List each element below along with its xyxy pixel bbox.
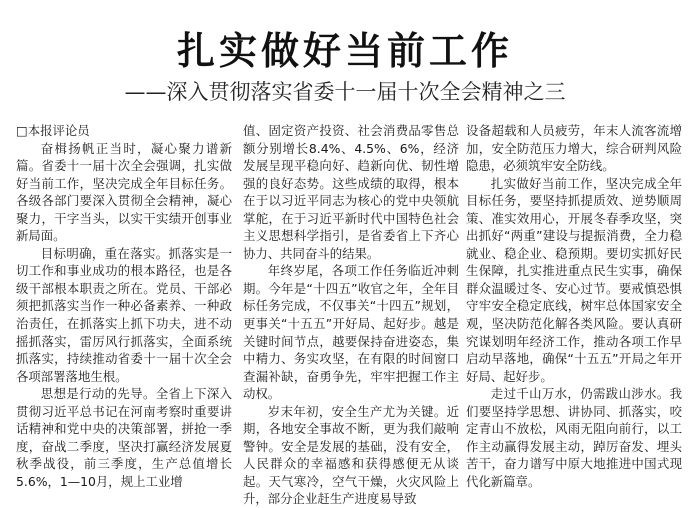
paragraph: 奋楫扬帆正当时，凝心聚力谱新篇。省委十一届十次全会强调，扎实做好当前工作，坚决完成全年目标任务。各级各部门要深入贯彻全会精神，凝心聚力，干字当头，以实干实绩开创事业新局面。	[16, 140, 232, 244]
subheadline: ——深入贯彻落实省委十一届十次全会精神之三	[124, 80, 566, 104]
text-column-2	[243, 122, 459, 507]
paragraph-continued: 值、固定资产投资、社会消费品零售总额分别增长8.4%、4.5%、6%，经济发展呈现平稳向好、趋新向优、韧性增强的良好态势。这些成绩的取得，根本在于以习近平同志为核心的党中央领航掌舵，在于习近平新时代中国特色社会主义思想科学指引，是省委省上下齐心协力、共同奋斗的结果。	[243, 123, 459, 261]
paragraph: 走过千山万水，仍需跋山涉水。我们要坚持学思想、讲协同、抓落实，咬定青山不放松，风雨无阻向前行，以工作主动赢得发展主动，踔厉奋发、埋头苦干，奋力谱写中原大地推进中国式现代化新篇章。	[466, 386, 682, 489]
paragraph: 扎实做好当前工作，坚决完成全年目标任务，要坚持抓提质效、逆势顺周策、准实效用心，开展冬春季攻坚，突出抓好“两重”建设与提振消费，全力稳就业、稳企业、稳预期。要切实抓好民生保障，扎实推进重点民生实事，确保群众温暖过冬、安心过节。要戒慎恐惧守牢安全稳定底线，树牢总体国家安全观，坚决防范化解各类风险。要认真研究谋划明年经济工作，推动各项工作早启动早落地，确保“十五五”开局之年开好局、起好步。	[466, 175, 682, 384]
paragraph: 思想是行动的先导。全省上下深入贯彻习近平总书记在河南考察时重要讲话精神和党中央的决策部署，拼抢一季度，奋战二季度，坚决打赢经济发展夏秋季战役，前三季度，生产总值增长5.6%，1—10月，规上工业增	[16, 386, 232, 489]
paragraph: 年终岁尾，各项工作任务临近冲刺期。今年是“十四五”收官之年，全年目标任务完成，不仅事关“十四五”规划，更事关“十五五”开好局、起好步。越是关键时间节点，越要保持奋进姿态，集中精力、务实攻坚，在有限的时间窗口查漏补缺，奋勇争先，牢牢把握工作主动权。	[243, 263, 459, 402]
headline: 扎实做好当前工作	[176, 29, 513, 73]
text-column-3	[466, 122, 682, 496]
paragraph: 岁末年初，安全生产尤为关键。近期，各地安全事故不断，更为我们敲响警钟。安全是发展的基础，没有安全，人民群众的幸福感和获得感便无从谈起。天气寒冷，空气干燥，火灾风险上升，部分企业赶生产进度易导致	[243, 403, 459, 507]
text-column-1	[16, 122, 232, 496]
byline: □本报评论员	[16, 123, 90, 138]
paragraph: 目标明确，重在落实。抓落实是一切工作和事业成功的根本路径，也是各级干部根本职责之所在。党员、干部必须把抓落实当作一种必备素养、一种政治责任，在抓落实上抓下功夫，进不动摇抓落实，雷厉风行抓落实，全面系统抓落实，持续推动省委十一届十次全会各项部署落地生根。	[16, 245, 232, 384]
paragraph-continued: 设备超载和人员疲劳，年末人流客流增加，安全防范压力增大，综合研判风险隐患，必须筑牢安全防线。	[466, 123, 682, 174]
